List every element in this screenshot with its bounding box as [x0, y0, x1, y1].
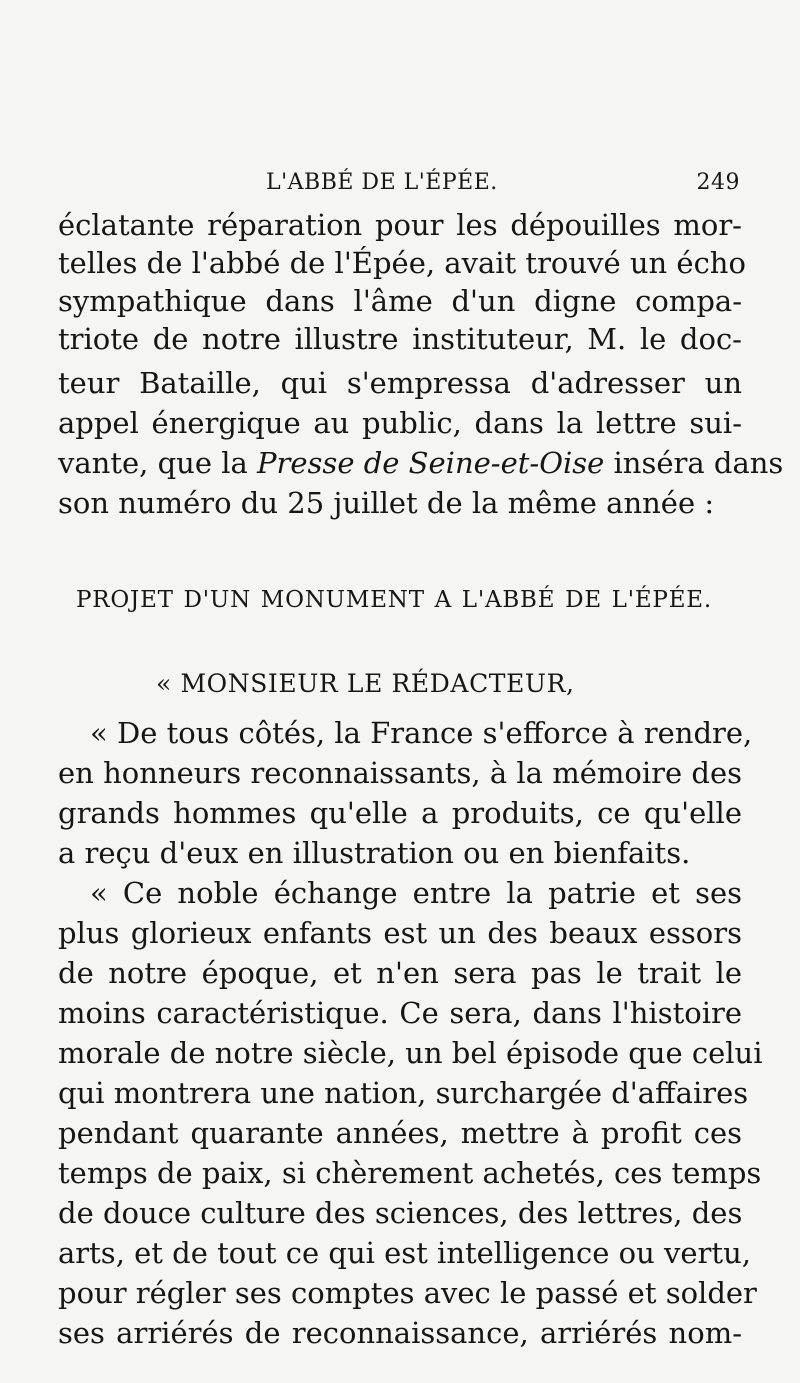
- section-title: PROJET D'UN MONUMENT A L'ABBÉ DE L'ÉPÉE.: [76, 587, 712, 613]
- text-line: triote de notre illustre instituteur, M. le doc-: [58, 322, 742, 356]
- letter-line: pendant quarante années, mettre à profit ces: [58, 1116, 742, 1150]
- running-title: L'ABBÉ DE L'ÉPÉE.: [266, 170, 498, 195]
- text-fragment: inséra dans: [604, 446, 784, 480]
- letter-line: « De tous côtés, la France s'efforce à rendre,: [90, 716, 753, 750]
- letter-line: de notre époque, et n'en sera pas le trait le: [58, 956, 742, 990]
- letter-line: plus glorieux enfants est un des beaux essors: [58, 916, 742, 950]
- letter-line: grands hommes qu'elle a produits, ce qu'elle: [58, 796, 742, 830]
- page-header: [58, 170, 740, 206]
- letter-line: « Ce noble échange entre la patrie et ses: [90, 876, 742, 910]
- letter-line: morale de notre siècle, un bel épisode que celui: [58, 1036, 763, 1070]
- newspaper-title: Presse de Seine-et-Oise: [257, 446, 605, 480]
- text-line: sympathique dans l'âme d'un digne compa-: [58, 284, 742, 318]
- letter-line: en honneurs reconnaissants, à la mémoire des: [58, 756, 742, 790]
- text-line: teur Bataille, qui s'empressa d'adresser un: [58, 366, 742, 400]
- letter-line: qui montrera une nation, surchargée d'affaires: [58, 1076, 749, 1110]
- page-number: 249: [696, 170, 740, 195]
- text-fragment: vante, que la: [58, 446, 258, 480]
- letter-line: a reçu d'eux en illustration ou en bienfaits.: [58, 836, 691, 870]
- letter-line: arts, et de tout ce qui est intelligence ou vertu,: [58, 1236, 751, 1270]
- letter-line: temps de paix, si chèrement achetés, ces temps: [58, 1156, 762, 1190]
- letter-line: pour régler ses comptes avec le passé et solder: [58, 1276, 757, 1310]
- salutation: « MONSIEUR LE RÉDACTEUR,: [156, 669, 575, 698]
- text-line: telles de l'abbé de l'Épée, avait trouvé un écho: [58, 246, 746, 280]
- text-line: éclatante réparation pour les dépouilles mor-: [58, 208, 742, 242]
- letter-line: moins caractéristique. Ce sera, dans l'histoire: [58, 996, 742, 1030]
- letter-line: de douce culture des sciences, des lettres, des: [58, 1196, 743, 1230]
- text-line: son numéro du 25 juillet de la même année :: [58, 486, 715, 520]
- letter-line: ses arriérés de reconnaissance, arriérés nom-: [58, 1316, 742, 1350]
- text-line-with-italic: [58, 444, 784, 482]
- text-line: appel énergique au public, dans la lettre sui-: [58, 406, 742, 440]
